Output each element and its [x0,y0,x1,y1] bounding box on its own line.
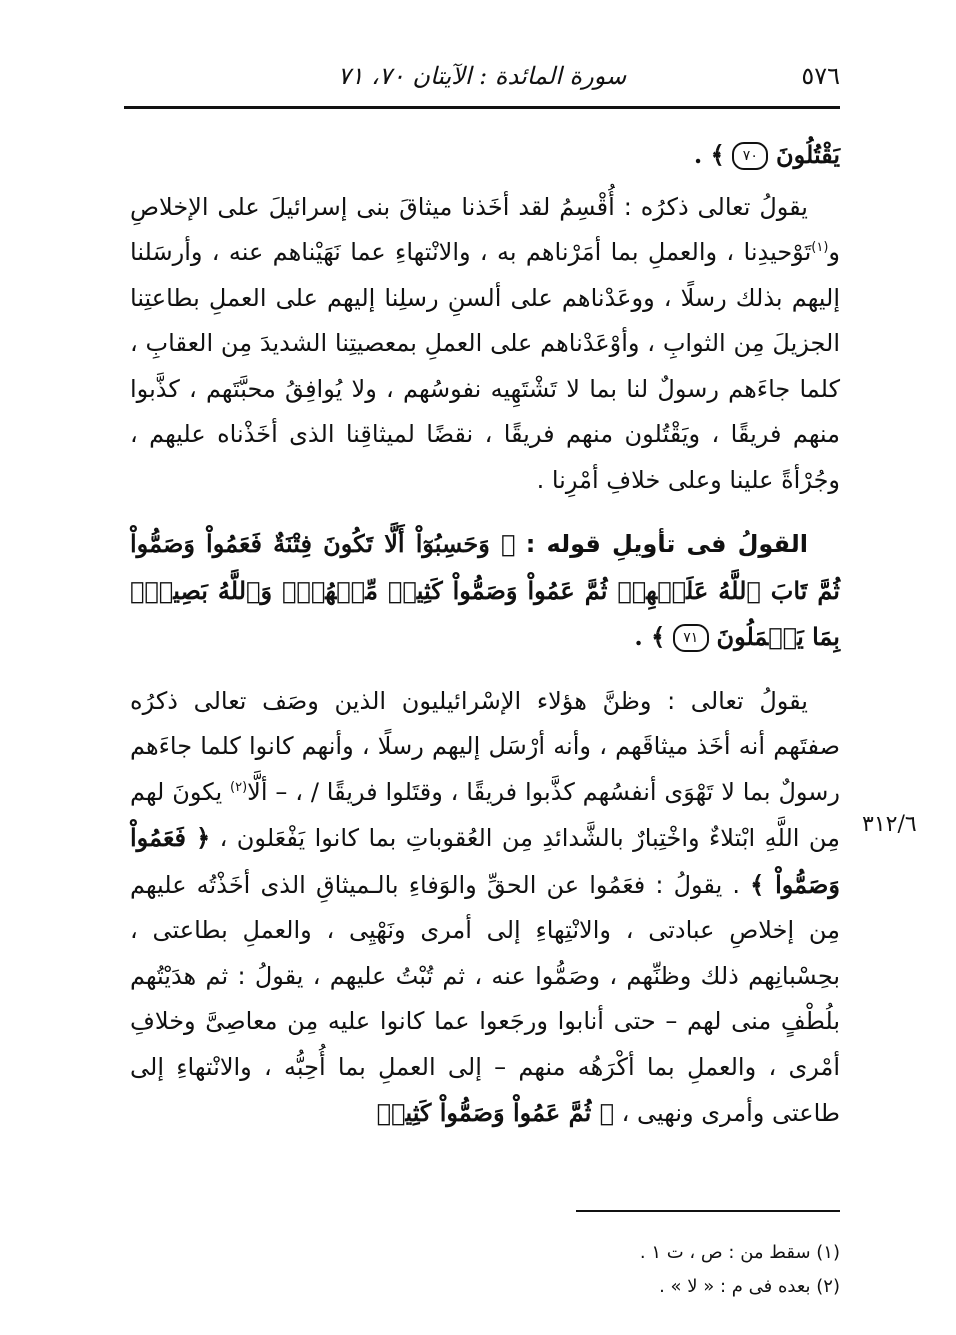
commentary-paragraph-2 [130,679,840,1137]
footnote-1: (١) سقط من : ص ، ت ١ . [639,1242,840,1263]
section-heading [130,521,840,661]
paragraph-text: . يقولُ : فعَمُوا عن الحقِّ والوَفاءِ بالـميثاقِ الذى أخَذْتُه عليهم مِن إخلاصِ عبادتى ، والانْتِهاءِ إلى أمرى ونَهْيِى ، والعملِ بطاعتى ، بحِسْبانِهم ذلك وظنِّهم ، وصَمُّوا عنه ، ثم تُبْتُ عليهم ، يقولُ : ثم هدَيْتُهم بلُطْفٍ منى لهم – حتى أنابوا ورجَعوا عما كانوا عليه مِن معاصِىَّ وخلافِ أمْرى ، والعملِ بما أكْرَهُه منهم – إلى العملِ بما أُحِبُّه ، والانْتهاءِ إلى طاعتى وأمرى ونهيى ، [130,870,840,1127]
commentary-paragraph-1 [130,185,840,504]
paragraph-text: يكونَ لهم مِن اللَّهِ ابْتلاءٌ واخْتِبارٌ بالشَّدائدِ مِن العُقوباتِ بما كانوا يَفْعَلون ، [130,777,840,852]
running-title: سورة المائدة : الآيتان ٧٠، ٧١ [337,62,627,90]
verse-text: يَقْتُلُونَ [775,140,840,169]
verse-close: ﴾ . [693,140,725,169]
footnote-reference: (٢) [230,779,248,795]
footnote-reference: (١) [811,240,829,255]
footnotes [500,1236,840,1304]
footnote-rule [576,1210,840,1212]
main-text [130,132,840,1137]
paragraph-text: تَوْحيدِنا ، والعملِ بما أمَرْناهم به ، والانْتهاءِ عما نَهَيْناهم عنه ، وأرسَلنا إليهم بذلك رسلًا ، ووعَدْناهم على ألسنِ رسلِنا إليهم على العملِ بطاعتِنا الجزيلَ مِن الثوابِ ، وأوْعَدْناهم على العملِ بمعصيتِنا الشديدَ مِن العقابِ ، كلما جاءَهم رسولٌ لنا بما لا تَشْتَهِيه نفوسُهم ، ولا يُوافِقُ محبَّتَهم ، كذَّبوا منهم فريقًا ، ويَقْتُلون منهم فريقًا ، نقضًا لميثاقِنا الذى أخَذْناه عليهم ، وجُرْأةً علينا وعلى خلافِ أمْرِنا . [130,238,840,494]
paragraph-text: يقولُ تعالى : وظنَّ هؤلاء الإسْرائيليون الذين وصَف تعالى ذكرُه صفتَهم أنه أخَذ ميثاقَهم ، وأنه أرْسَل إليهم رسلًا ، وأنهم كانوا كلما جاءَهم رسولٌ بما لا تَهْوَى أنفسُهم كذَّبوا فريقًا ، وقتَلوا فريقًا / ، – ألَّا [130,686,841,806]
heading-verse: ﴿ وَحَسِبُوٓاْ أَلَّا تَكُونَ فِتْنَةٌ فَعَمُواْ وَصَمُّواْ ثُمَّ تَابَ ٱللَّهُ عَلَيۡهِمۡ ثُمَّ عَمُواْ وَصَمُّواْ كَثِيرٞ مِّنۡهُمۡۚ وَٱللَّهُ بَصِيرُۢ بِمَا يَعۡمَلُونَ [130,529,840,651]
heading-label: القولُ فى تأويلِ قوله : [525,530,808,558]
paragraph-text: يقولُ تعالى ذكرُه : أُقْسِمُ لقد أخَذنا ميثاقَ بنى إسرائيلَ على الإخلاصِ و [130,192,840,266]
page-header [124,48,840,98]
verse-close: ﴾ . [634,622,666,651]
verse-quote: ﴿ فَعَمُواْ وَصَمُّواْ ﴾ [130,823,840,899]
header-rule [124,106,840,109]
verse-quote: ﴿ ثُمَّ عَمُواْ وَصَمُّواْ كَثِيرٞ [376,1098,615,1127]
margin-page-reference: ٣١٢/٦ [862,812,917,837]
verse-continuation [130,132,840,179]
ayah-number-marker: ٧٠ [732,142,768,170]
footnote-2: (٢) بعده فى م : « لا » . [659,1276,840,1297]
page-number: ٥٧٦ [801,62,840,90]
ayah-number-marker: ٧١ [673,624,709,652]
